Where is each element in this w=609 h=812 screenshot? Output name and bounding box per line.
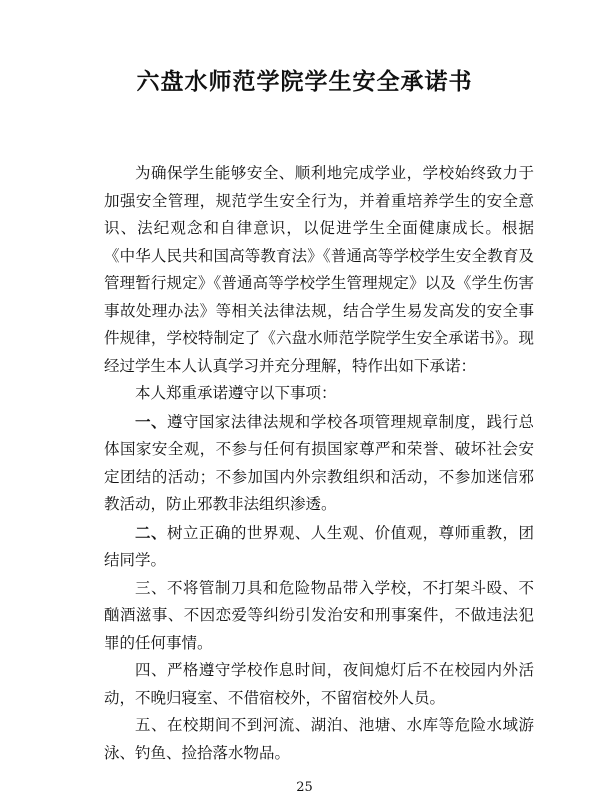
paragraph-item-2 <box>104 519 534 575</box>
paragraph-item-1 <box>104 408 534 519</box>
paragraph-text: 为确保学生能够安全、顺利地完成学业，学校始终致力于加强安全管理，规范学生安全行为，并着重培养学生的安全意识、法纪观念和自律意识，以促进学生全面健康成长。根据《中华人民共和国高等教育法》《普通高等学校学生安全教育及管理暂行规定》《普通高等学校学生管理规定》以及《学生伤害事故处理办法》等相关法律法规，结合学生易发高发的安全事件规律，学校特制定了《六盘水师范学院学生安全承诺书》。现经过学生本人认真学习并充分理解，特作出如下承诺： <box>104 164 534 375</box>
paragraph-intro <box>104 160 534 380</box>
document-title: 六盘水师范学院学生安全承诺书 <box>136 68 473 95</box>
page-number: 25 <box>296 780 313 795</box>
item-number: 二、 <box>135 522 167 542</box>
paragraph-text: 遵守国家法律法规和学校各项管理规章制度，践行总体国家安全观，不参与任何有损国家尊严和荣誉、破坏社会安定团结的活动；不参加国内外宗教组织和活动，不参加迷信邪教活动，防止邪教非法组织渗透。 <box>104 412 534 513</box>
paragraph-text: 本人郑重承诺遵守以下事项： <box>135 384 337 402</box>
paragraph-commitment-heading <box>104 380 534 408</box>
paragraph-item-4 <box>104 657 534 712</box>
paragraph-text: 五、在校期间不到河流、湖泊、池塘、水库等危险水域游泳、钓鱼、捡拾落水物品。 <box>104 716 534 762</box>
paragraph-text: 树立正确的世界观、人生观、价值观，尊师重教，团结同学。 <box>104 523 534 569</box>
paragraph-text: 三、不将管制刀具和危险物品带入学校，不打架斗殴、不酗酒滋事、不因恋爱等纠纷引发治安和刑事案件，不做违法犯罪的任何事情。 <box>104 578 534 652</box>
paragraph-text: 四、严格遵守学校作息时间，夜间熄灯后不在校园内外活动，不晚归寝室、不借宿校外，不留宿校外人员。 <box>104 661 534 707</box>
paragraph-item-5 <box>104 712 534 767</box>
paragraph-item-3 <box>104 575 534 658</box>
document-body <box>104 160 534 767</box>
item-number: 一、 <box>135 411 167 431</box>
